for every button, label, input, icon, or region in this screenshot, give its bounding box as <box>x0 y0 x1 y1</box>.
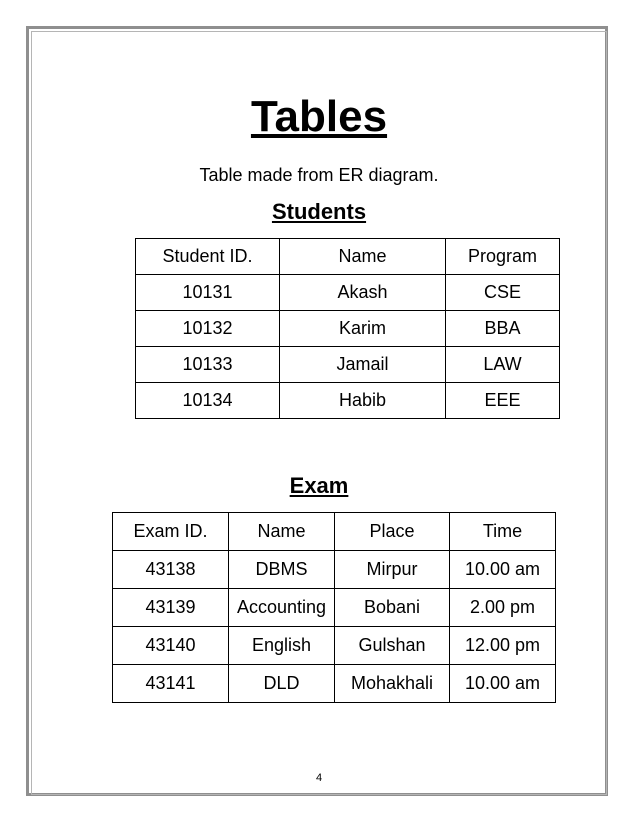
column-header-student-id: Student ID. <box>136 239 280 275</box>
cell-student-id: 10132 <box>136 311 280 347</box>
table-row <box>136 275 560 311</box>
cell-name: Habib <box>280 383 446 419</box>
cell-place: Bobani <box>335 589 450 627</box>
cell-exam-id: 43139 <box>113 589 229 627</box>
column-header-name: Name <box>280 239 446 275</box>
page-title: Tables <box>250 92 388 141</box>
cell-time: 12.00 pm <box>450 627 556 665</box>
exam-heading: Exam <box>289 473 349 498</box>
cell-student-id: 10133 <box>136 347 280 383</box>
column-header-program: Program <box>446 239 560 275</box>
cell-name: DBMS <box>229 551 335 589</box>
cell-program: BBA <box>446 311 560 347</box>
cell-place: Mirpur <box>335 551 450 589</box>
cell-time: 10.00 am <box>450 665 556 703</box>
page-subtitle: Table made from ER diagram. <box>199 165 439 185</box>
cell-exam-id: 43138 <box>113 551 229 589</box>
students-heading: Students <box>271 199 367 224</box>
table-row <box>113 665 556 703</box>
table-row <box>136 311 560 347</box>
table-header-row <box>113 513 556 551</box>
cell-time: 10.00 am <box>450 551 556 589</box>
cell-exam-id: 43140 <box>113 627 229 665</box>
cell-exam-id: 43141 <box>113 665 229 703</box>
cell-name: DLD <box>229 665 335 703</box>
column-header-exam-id: Exam ID. <box>113 513 229 551</box>
cell-name: Jamail <box>280 347 446 383</box>
students-table <box>135 238 560 419</box>
cell-student-id: 10134 <box>136 383 280 419</box>
table-row <box>136 383 560 419</box>
cell-program: EEE <box>446 383 560 419</box>
page-number: 4 <box>315 772 323 784</box>
cell-name: Akash <box>280 275 446 311</box>
table-header-row <box>136 239 560 275</box>
cell-name: Accounting <box>229 589 335 627</box>
column-header-place: Place <box>335 513 450 551</box>
table-row <box>113 627 556 665</box>
cell-time: 2.00 pm <box>450 589 556 627</box>
column-header-name: Name <box>229 513 335 551</box>
cell-place: Mohakhali <box>335 665 450 703</box>
cell-student-id: 10131 <box>136 275 280 311</box>
column-header-time: Time <box>450 513 556 551</box>
table-row <box>136 347 560 383</box>
table-row <box>113 551 556 589</box>
cell-program: CSE <box>446 275 560 311</box>
exam-table <box>112 512 556 703</box>
cell-name: English <box>229 627 335 665</box>
table-row <box>113 589 556 627</box>
cell-name: Karim <box>280 311 446 347</box>
cell-program: LAW <box>446 347 560 383</box>
cell-place: Gulshan <box>335 627 450 665</box>
